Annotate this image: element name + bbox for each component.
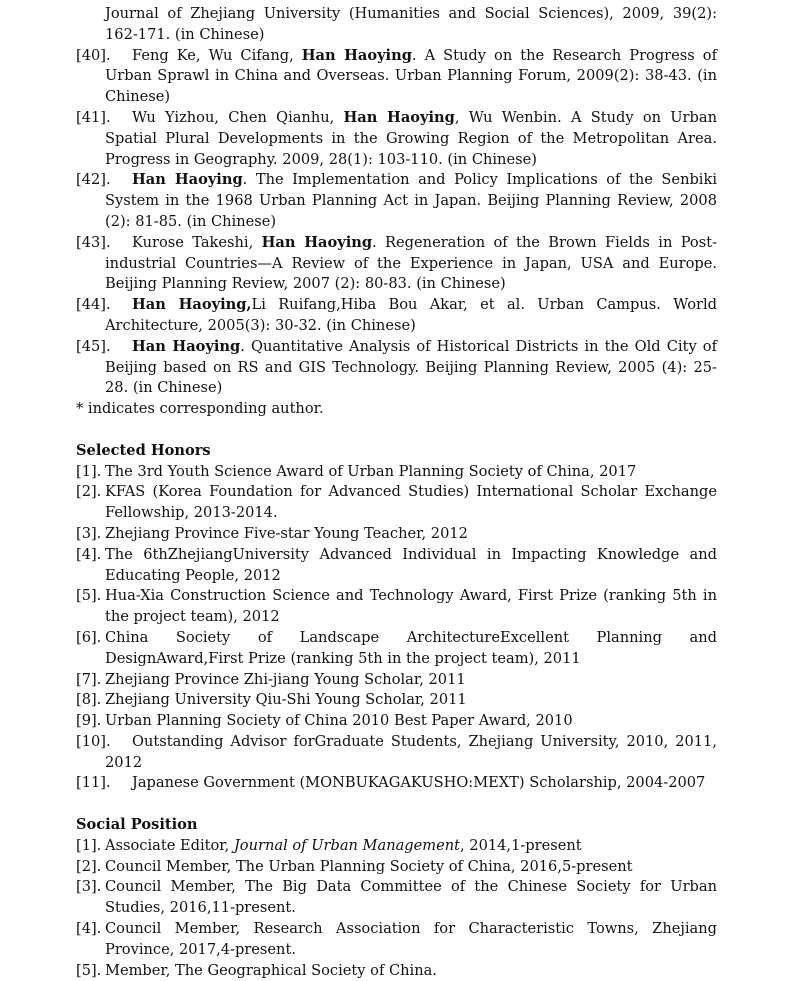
entry-number: [11]. — [76, 774, 111, 792]
entry-text: KFAS (Korea Foundation for Advanced Studies) International Scholar Exchange Fellowship, 2013-2014. — [105, 483, 717, 522]
social-position-list — [76, 836, 717, 981]
journal-title: Journal of Urban Management — [233, 836, 461, 854]
entry-citation: . Regeneration of the Brown Fields in Post-industrial Countries—A Review of the Experience in Japan, USA and Europe. Beijing Planning Review, 2007 (2): 80-83. (in Chinese) — [105, 233, 718, 293]
entry-text: China Society of Landscape ArchitectureExcellent Planning and DesignAward,First Prize (ranking 5th in the project team), 2011 — [105, 628, 717, 667]
entry-citation: . The Implementation and Policy Implications of the Senbiki System in the 1968 Urban Planning Act in Japan. Beijing Planning Review, 2008 (2): 81-85. (in Chinese) — [105, 171, 717, 230]
entry-number: [3]. — [76, 878, 102, 896]
publication-list — [76, 46, 717, 400]
publication-entry — [76, 295, 717, 337]
entry-text — [76, 836, 717, 857]
position-text: Member, The Geographical Society of China. — [105, 961, 437, 979]
entry-number: [6]. — [76, 628, 102, 646]
continuation-line-2: (in Chinese) — [174, 25, 265, 43]
entry-text — [76, 919, 717, 961]
position-text: Council Member, The Urban Planning Society of China, 2016,5-present — [105, 857, 633, 875]
entry-highlight-author: Han Haoying, — [132, 296, 252, 314]
position-text: Council Member, Research Association for Characteristic Towns, Zhejiang Province, 2017,4-present. — [105, 920, 717, 958]
entry-text: The 3rd Youth Science Award of Urban Planning Society of China, 2017 — [105, 462, 637, 480]
publication-entry — [76, 108, 717, 170]
honor-item — [76, 524, 717, 545]
honor-item — [76, 732, 717, 774]
entry-highlight-author: Han Haoying — [132, 171, 243, 189]
entry-number: [40]. — [76, 46, 111, 64]
honor-item — [76, 586, 717, 628]
social-position-item — [76, 961, 717, 981]
entry-citation: . A Study on the Research Progress of Urban Sprawl in China and Overseas. Urban Planning Forum, 2009(2): 38-43. (in Chinese) — [105, 46, 717, 106]
entry-citation: , Wu Wenbin. A Study on Urban Spatial Plural Developments in the Growing Region of the Metropolitan Area. Progress in Geography. 2009, 28(1): 103-110. (in Chinese) — [105, 108, 717, 168]
entry-number: [10]. — [76, 732, 111, 750]
entry-text: Zhejiang Province Five-star Young Teacher, 2012 — [105, 524, 468, 542]
entry-text: The 6thZhejiangUniversity Advanced Individual in Impacting Knowledge and Educating People, 2012 — [105, 545, 717, 584]
position-text: Associate Editor, — [105, 836, 234, 854]
position-text: Council Member, The Big Data Committee of the Chinese Society for Urban Studies, 2016,11-present. — [105, 878, 717, 917]
corresponding-author-note: * indicates corresponding author. — [76, 400, 324, 418]
honor-item — [76, 545, 717, 587]
honor-item — [76, 482, 717, 524]
entry-text: Japanese Government (MONBUKAGAKUSHO:MEXT) Scholarship, 2004-2007 — [132, 774, 706, 792]
honor-item — [76, 711, 717, 732]
entry-number: [44]. — [76, 296, 111, 314]
entry-authors: Feng Ke, Wu Cifang, — [132, 46, 302, 64]
entry-text — [76, 857, 717, 878]
entry-number: [1]. — [76, 836, 102, 854]
honors-heading: Selected Honors — [76, 441, 211, 459]
honor-item — [76, 773, 717, 794]
social-position-item — [76, 836, 717, 857]
entry-number: [5]. — [76, 961, 102, 979]
entry-text: Urban Planning Society of China 2010 Best Paper Award, 2010 — [105, 712, 573, 730]
entry-number: [1]. — [76, 462, 102, 480]
social-position-heading: Social Position — [76, 816, 198, 834]
entry-number: [5]. — [76, 587, 102, 605]
document-page — [76, 4, 717, 981]
entry-authors: Wu Yizhou, Chen Qianhu, — [132, 108, 344, 126]
entry-number: [2]. — [76, 483, 102, 501]
entry-text — [76, 337, 717, 399]
entry-text: Zhejiang Province Zhi-jiang Young Scholar, 2011 — [105, 670, 466, 688]
honor-item — [76, 462, 717, 483]
entry-number: [9]. — [76, 712, 102, 730]
entry-highlight-author: Han Haoying — [261, 233, 373, 251]
entry-number: [3]. — [76, 524, 102, 542]
entry-number: [4]. — [76, 920, 102, 938]
entry-text — [76, 295, 717, 337]
honor-item — [76, 670, 717, 691]
entry-citation: Li Ruifang,Hiba Bou Akar, et al. Urban Campus. World Architecture, 2005(3): 30-32. (in Chinese) — [105, 296, 717, 334]
entry-text — [76, 877, 717, 919]
entry-text: Hua-Xia Construction Science and Technology Award, First Prize (ranking 5th in the project team), 2012 — [105, 587, 717, 626]
publication-entry — [76, 46, 717, 108]
social-position-item — [76, 877, 717, 919]
position-term: , 2014,1-present — [460, 836, 582, 854]
entry-number: [4]. — [76, 545, 102, 563]
honor-item — [76, 690, 717, 711]
entry-text — [76, 170, 717, 232]
entry-number: [41]. — [76, 108, 111, 126]
entry-text — [76, 108, 717, 170]
entry-number: [7]. — [76, 670, 102, 688]
entry-text: Zhejiang University Qiu-Shi Young Scholar, 2011 — [105, 691, 467, 709]
publication-continuation — [76, 4, 717, 46]
entry-number: [45]. — [76, 337, 111, 355]
social-position-item — [76, 857, 717, 878]
entry-number: [42]. — [76, 171, 111, 189]
entry-text — [76, 961, 717, 981]
entry-text — [76, 233, 717, 295]
entry-highlight-author: Han Haoying — [343, 108, 455, 126]
entry-highlight-author: Han Haoying — [301, 46, 412, 64]
entry-text — [76, 46, 717, 108]
honors-list — [76, 462, 717, 795]
publication-entry — [76, 170, 717, 232]
publication-entry — [76, 337, 717, 399]
continuation-line-1: Journal of Zhejiang University (Humanities and Social Sciences), 2009, 39(2): 162-171. — [105, 5, 717, 43]
entry-text: Outstanding Advisor forGraduate Students, Zhejiang University, 2010, 2011, 2012 — [105, 732, 717, 771]
publication-entry — [76, 233, 717, 295]
entry-citation: . Quantitative Analysis of Historical Districts in the Old City of Beijing based on RS and GIS Technology. Beijing Planning Review, 2005 (4): 25-28. (in Chinese) — [105, 337, 717, 397]
entry-highlight-author: Han Haoying — [132, 337, 241, 355]
social-position-item — [76, 919, 717, 961]
entry-number: [43]. — [76, 233, 111, 251]
entry-authors: Kurose Takeshi, — [132, 233, 262, 251]
honor-item — [76, 628, 717, 670]
entry-number: [2]. — [76, 857, 102, 875]
entry-number: [8]. — [76, 691, 102, 709]
